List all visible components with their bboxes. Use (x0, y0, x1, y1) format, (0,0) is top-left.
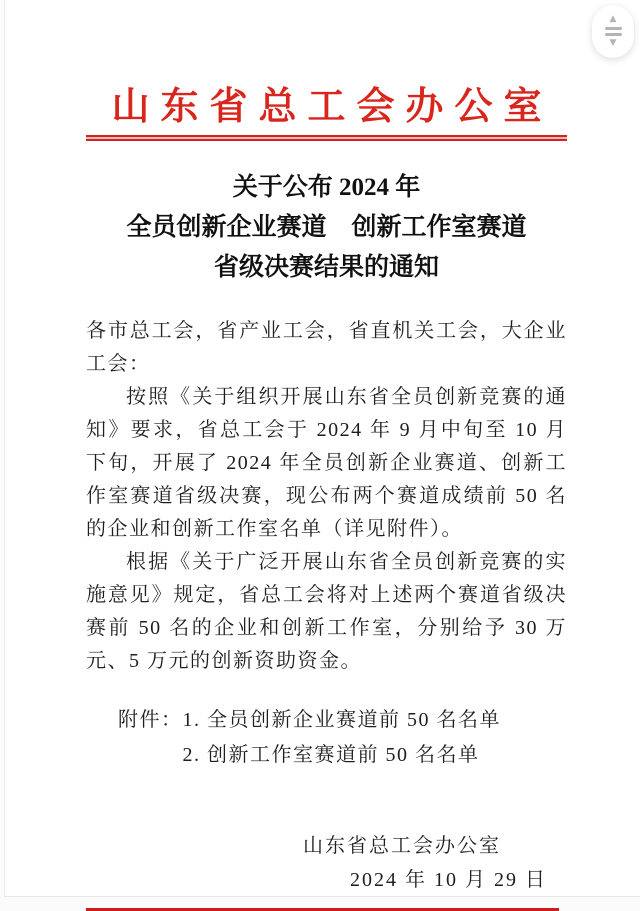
letterhead-double-rule (86, 135, 567, 141)
document-body (86, 315, 567, 678)
scroll-navigator-widget[interactable] (592, 5, 634, 58)
scroll-widget-bar (605, 27, 622, 30)
body-paragraph-1: 按照《关于组织开展山东省全员创新竞赛的通知》要求，省总工会于 2024 年 9 月中旬至 10 月下旬，开展了 2024 年全员创新企业赛道、创新工作室赛道省级决赛，现公布两个赛道成绩前 50 名的企业和创新工作室名单（详见附件）。 (86, 381, 567, 546)
scroll-down-icon[interactable]: ▼ (610, 39, 617, 48)
scroll-up-icon[interactable]: ▲ (610, 15, 617, 24)
attachments-list (183, 703, 568, 773)
body-paragraph-2: 根据《关于广泛开展山东省全员创新竞赛的实施意见》规定，省总工会将对上述两个赛道省级决赛前 50 名的企业和创新工作室，分别给予 30 万元、5 万元的创新资助资金。 (86, 546, 567, 678)
scroll-widget-bar (605, 33, 622, 36)
attachments-block (118, 703, 567, 773)
letterhead-org-title: 山东省总工会办公室 (86, 84, 578, 130)
signoff-date: 2024 年 10 月 29 日 (86, 863, 547, 897)
document-page (4, 0, 640, 897)
signoff-block (86, 829, 567, 897)
attachments-label: 附件： (118, 703, 183, 773)
document-title-line1: 关于公布 2024 年 (86, 168, 567, 208)
attachment-item-1: 1. 全员创新企业赛道前 50 名名单 (183, 703, 568, 738)
document-title-line2: 全员创新企业赛道 创新工作室赛道 (86, 208, 567, 248)
attachment-item-2: 2. 创新工作室赛道前 50 名名单 (183, 738, 568, 773)
signoff-org-name: 山东省总工会办公室 (86, 829, 501, 863)
document-title (86, 168, 567, 288)
salutation-line: 各市总工会，省产业工会，省直机关工会，大企业工会： (86, 315, 567, 381)
document-title-line3: 省级决赛结果的通知 (86, 248, 567, 288)
